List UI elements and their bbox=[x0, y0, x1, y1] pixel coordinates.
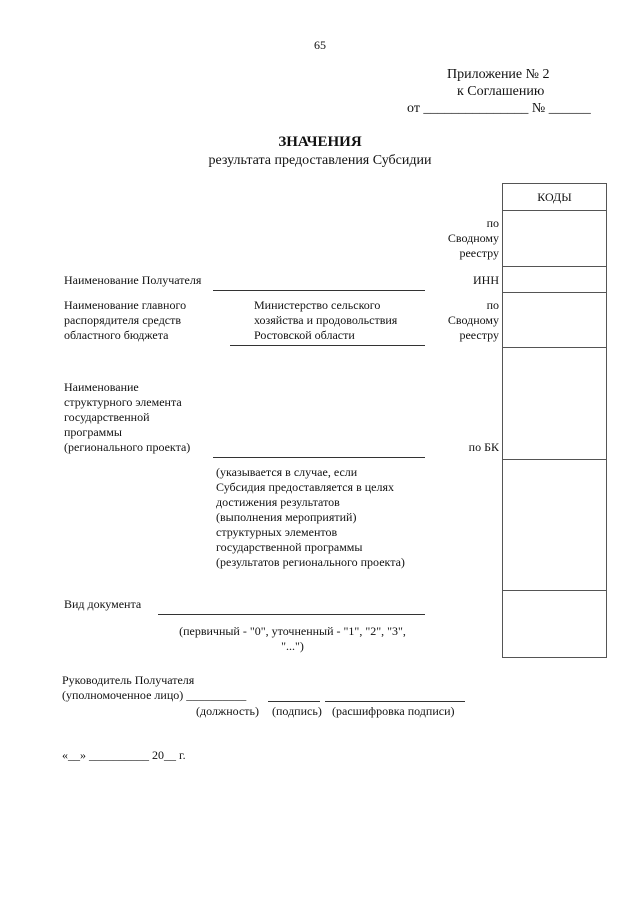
distributor-label-line: Наименование главного bbox=[64, 298, 187, 312]
decoding-field-line[interactable] bbox=[325, 701, 465, 702]
date-line: «__» __________ 20__ г. bbox=[62, 748, 186, 762]
distributor-label-line: распорядителя средств bbox=[64, 313, 182, 327]
program-note-line: (выполнения мероприятий) bbox=[216, 510, 357, 524]
program-note-line: (результатов регионального проекта) bbox=[216, 555, 405, 569]
distributor-value bbox=[254, 298, 397, 343]
codes-table bbox=[502, 183, 607, 658]
signature-caption: (подпись) bbox=[272, 704, 322, 718]
position-caption: (должность) bbox=[196, 704, 259, 718]
page-number: 65 bbox=[314, 38, 326, 52]
signature-field-line[interactable] bbox=[268, 701, 320, 702]
appendix-line-2: к Соглашению bbox=[457, 84, 545, 99]
program-note-line: достижения результатов bbox=[216, 495, 340, 509]
distributor-value-line: Ростовской области bbox=[254, 328, 355, 342]
decoding-caption: (расшифровка подписи) bbox=[332, 704, 455, 718]
distributor-value-line: Министерство сельского bbox=[254, 298, 381, 312]
distributor-label bbox=[64, 298, 186, 343]
program-label-line: (регионального проекта) bbox=[64, 440, 191, 454]
document-title: ЗНАЧЕНИЯ bbox=[278, 134, 362, 150]
codes-cell-separator bbox=[503, 292, 606, 293]
svodny-label-line: реестру bbox=[459, 328, 499, 342]
program-label-line: Наименование bbox=[64, 380, 139, 394]
recipient-field-line[interactable] bbox=[213, 290, 425, 291]
program-label-line: программы bbox=[64, 425, 122, 439]
program-note-line: (указывается в случае, если bbox=[216, 465, 358, 479]
appendix-line-1: Приложение № 2 bbox=[447, 67, 550, 82]
program-note-line: государственной программы bbox=[216, 540, 363, 554]
recipient-label: Наименование Получателя bbox=[64, 273, 202, 287]
codes-header: КОДЫ bbox=[537, 190, 572, 204]
codes-cell-separator bbox=[503, 210, 606, 211]
program-label-line: структурного элемента bbox=[64, 395, 182, 409]
signature-label-2: (уполномоченное лицо) __________ bbox=[62, 688, 247, 702]
program-note-line: Субсидия предоставляется в целях bbox=[216, 480, 394, 494]
doc-type-note bbox=[160, 624, 425, 654]
codes-cell-separator bbox=[503, 266, 606, 267]
codes-cell-separator bbox=[503, 347, 606, 348]
doc-type-note-line: (первичный - "0", уточненный - "1", "2", "3", bbox=[179, 624, 406, 638]
codes-cell-separator bbox=[503, 590, 606, 591]
svodny-label-2 bbox=[420, 298, 499, 343]
program-field-line[interactable] bbox=[213, 457, 425, 458]
program-note-line: структурных элементов bbox=[216, 525, 338, 539]
signature-label-1: Руководитель Получателя bbox=[62, 673, 195, 687]
doc-type-note-line: "...") bbox=[281, 639, 304, 653]
svodny-label-1 bbox=[420, 216, 499, 261]
svodny-label-line: по bbox=[486, 216, 499, 230]
doc-type-label: Вид документа bbox=[64, 597, 142, 611]
svodny-label-line: реестру bbox=[459, 246, 499, 260]
bk-label: по БК bbox=[468, 440, 499, 454]
distributor-value-line: хозяйства и продовольствия bbox=[254, 313, 398, 327]
svodny-label-line: Сводному bbox=[447, 231, 499, 245]
distributor-field-line bbox=[230, 345, 425, 346]
inn-label: ИНН bbox=[473, 273, 499, 287]
svodny-label-line: Сводному bbox=[447, 313, 499, 327]
doc-type-field-line[interactable] bbox=[158, 614, 425, 615]
program-label-line: государственной bbox=[64, 410, 150, 424]
distributor-label-line: областного бюджета bbox=[64, 328, 169, 342]
document-subtitle: результата предоставления Субсидии bbox=[208, 153, 432, 168]
program-note bbox=[216, 465, 405, 570]
codes-cell-separator bbox=[503, 459, 606, 460]
program-label bbox=[64, 380, 190, 455]
appendix-line-3: от _______________ № ______ bbox=[407, 101, 591, 116]
svodny-label-line: по bbox=[486, 298, 499, 312]
